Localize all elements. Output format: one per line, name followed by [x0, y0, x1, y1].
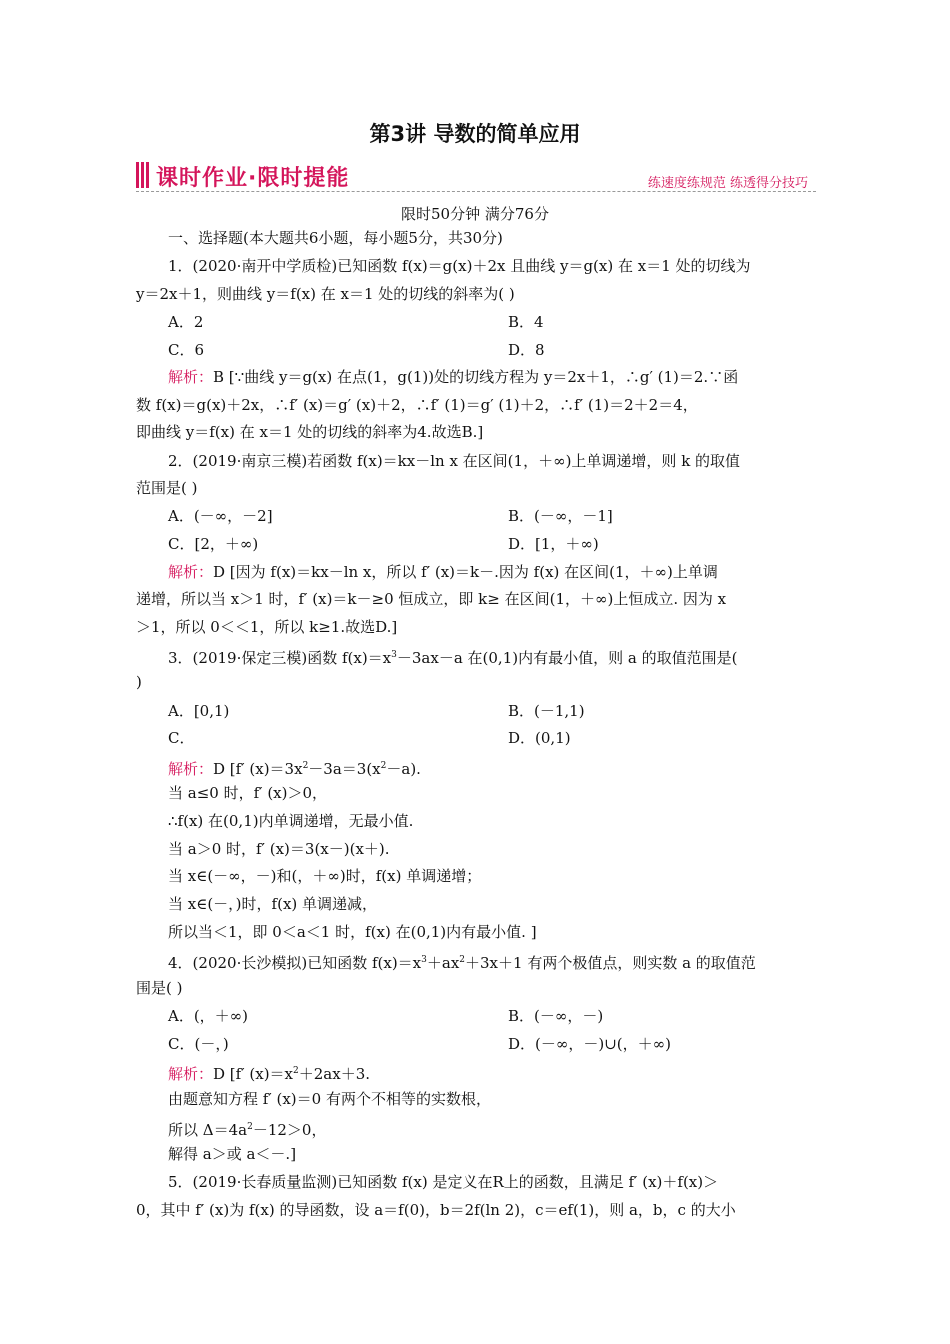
q4-analysis-part1: D [f′ (x)＝x	[213, 1065, 294, 1083]
exponent: 3	[391, 650, 397, 660]
q4-stem-line1	[168, 950, 756, 973]
q1-analysis-line3: 即曲线 y＝f(x) 在 x＝1 处的切线的斜率为4.故选B.]	[136, 423, 484, 441]
q2-analysis-text1: D [因为 f(x)＝kx－ln x，所以 f′ (x)＝k－.因为 f(x) 在区间(1，＋∞)上单调	[213, 563, 718, 581]
analysis-tag: 解析：	[168, 760, 214, 778]
q3-analysis-line5: 当 x∈(－∞，－)和(，＋∞)时，f(x) 单调递增；	[168, 867, 482, 885]
q1-analysis-text1: B [∵曲线 y＝g(x) 在点(1，g(1))处的切线方程为 y＝2x＋1，∴g′ (1)＝2.∵函	[213, 368, 739, 386]
q2-analysis-line2: 递增，所以当 x＞1 时，f′ (x)＝k－≥0 恒成立，即 k≥ 在区间(1，＋∞)上恒成立. 因为 x	[136, 590, 727, 608]
q3-analysis-part2: －3a＝3(x	[308, 760, 381, 778]
section-banner	[136, 160, 816, 194]
exponent: 2	[459, 955, 466, 965]
exponent: 2	[302, 761, 309, 771]
q2-option-c: C．[2，＋∞)	[168, 535, 259, 553]
q1-option-a: A．2	[168, 313, 204, 331]
q2-option-b: B．(－∞，－1]	[508, 507, 613, 525]
q4-analysis-part4: －12＞0，	[252, 1121, 327, 1139]
q1-analysis-line1	[168, 367, 738, 387]
q1-stem-line1: 1．(2020·南开中学质检)已知函数 f(x)＝g(x)＋2x 且曲线 y＝g(x) 在 x＝1 处的切线为	[168, 257, 751, 275]
q3-option-d: D．(0,1)	[508, 729, 571, 747]
q3-option-c: C．	[168, 729, 195, 747]
q4-option-b: B．(－∞，－)	[508, 1007, 604, 1025]
banner-slogan: 练速度练规范 练透得分技巧	[647, 176, 808, 191]
q4-stem-line2: 围是( )	[136, 979, 183, 997]
q4-option-c: C．(－，)	[168, 1035, 229, 1053]
q3-analysis-line2: 当 a≤0 时，f′ (x)＞0，	[168, 784, 328, 802]
q3-analysis-line1	[168, 756, 421, 779]
q4-analysis-part2: ＋2ax＋3.	[298, 1065, 371, 1083]
q3-analysis-part1: D [f′ (x)＝3x	[213, 760, 303, 778]
q3-stem-line1	[168, 645, 737, 668]
q4-analysis-line4: 解得 a＞或 a＜－.]	[168, 1145, 297, 1163]
q2-option-d: D．[1，＋∞)	[508, 535, 599, 553]
q4-analysis-line1	[168, 1061, 370, 1084]
q1-option-d: D．8	[508, 341, 545, 359]
exponent: 3	[421, 955, 427, 965]
q4-stem-part2: ＋ax	[426, 954, 460, 972]
q3-analysis-line6: 当 x∈(－，)时，f(x) 单调递减，	[168, 895, 378, 913]
q3-option-a: A．[0,1)	[168, 702, 230, 720]
q4-option-a: A．(，＋∞)	[168, 1007, 249, 1025]
q2-analysis-line3: ＞1，所以 0＜＜1，所以 k≥1.故选D.]	[136, 618, 398, 636]
q3-stem-line2: )	[136, 673, 142, 691]
banner-bars-icon	[136, 162, 152, 188]
q1-option-c: C．6	[168, 341, 205, 359]
q3-option-b: B．(－1,1)	[508, 702, 585, 720]
q2-option-a: A．(－∞，－2]	[168, 507, 273, 525]
q2-stem-line2: 范围是( )	[136, 479, 198, 497]
section-heading: 一、选择题(本大题共6小题，每小题5分，共30分)	[168, 229, 503, 247]
q1-analysis-line2: 数 f(x)＝g(x)＋2x，∴f′ (x)＝g′ (x)＋2，∴f′ (1)＝g′ (1)＋2，∴f′ (1)＝2＋2＝4，	[136, 396, 698, 414]
q2-analysis-line1	[168, 562, 718, 582]
time-score-limit: 限时50分钟 满分76分	[401, 205, 549, 223]
q1-stem-line2: y＝2x＋1，则曲线 y＝f(x) 在 x＝1 处的切线的斜率为( )	[136, 285, 515, 303]
q4-stem-part1: 4．(2020·长沙模拟)已知函数 f(x)＝x	[168, 954, 422, 972]
q3-analysis-line4: 当 a＞0 时，f′ (x)＝3(x－)(x＋).	[168, 840, 390, 858]
q3-analysis-line7: 所以当＜1，即 0＜a＜1 时，f(x) 在(0,1)内有最小值. ]	[168, 923, 537, 941]
q4-analysis-part3: 所以 Δ＝4a	[168, 1121, 248, 1139]
q3-analysis-part3: －a).	[386, 760, 421, 778]
q3-stem-part2: －3ax－a 在(0,1)内有最小值，则 a 的取值范围是(	[396, 649, 738, 667]
q1-option-b: B．4	[508, 313, 544, 331]
analysis-tag: 解析：	[168, 1065, 214, 1083]
q2-stem-line1: 2．(2019·南京三模)若函数 f(x)＝kx－ln x 在区间(1，＋∞)上单调递增，则 k 的取值	[168, 452, 741, 470]
q3-analysis-line3: ∴f(x) 在(0,1)内单调递增，无最小值.	[168, 812, 414, 830]
exponent: 2	[247, 1122, 253, 1132]
q4-stem-part3: ＋3x＋1 有两个极值点，则实数 a 的取值范	[465, 954, 756, 972]
analysis-tag: 解析：	[168, 368, 214, 386]
q5-stem-line2: 0，其中 f′ (x)为 f(x) 的导函数，设 a＝f(0)，b＝2f(ln 2)，c＝ef(1)，则 a，b，c 的大小	[136, 1201, 736, 1219]
q4-analysis-line2: 由题意知方程 f′ (x)＝0 有两个不相等的实数根，	[168, 1090, 491, 1108]
exponent: 2	[380, 761, 387, 771]
exponent: 2	[293, 1066, 299, 1076]
q4-option-d: D．(－∞，－)∪(，＋∞)	[508, 1035, 671, 1053]
banner-divider	[136, 191, 816, 192]
q5-stem-line1: 5．(2019·长春质量监测)已知函数 f(x) 是定义在R上的函数，且满足 f′ (x)＋f(x)＞	[168, 1173, 719, 1191]
banner-label: 课时作业·限时提能	[156, 166, 350, 191]
analysis-tag: 解析：	[168, 563, 214, 581]
q4-analysis-line3	[168, 1117, 326, 1140]
q3-stem-part1: 3．(2019·保定三模)函数 f(x)＝x	[168, 649, 392, 667]
page-title: 第3讲 导数的简单应用	[369, 122, 581, 146]
